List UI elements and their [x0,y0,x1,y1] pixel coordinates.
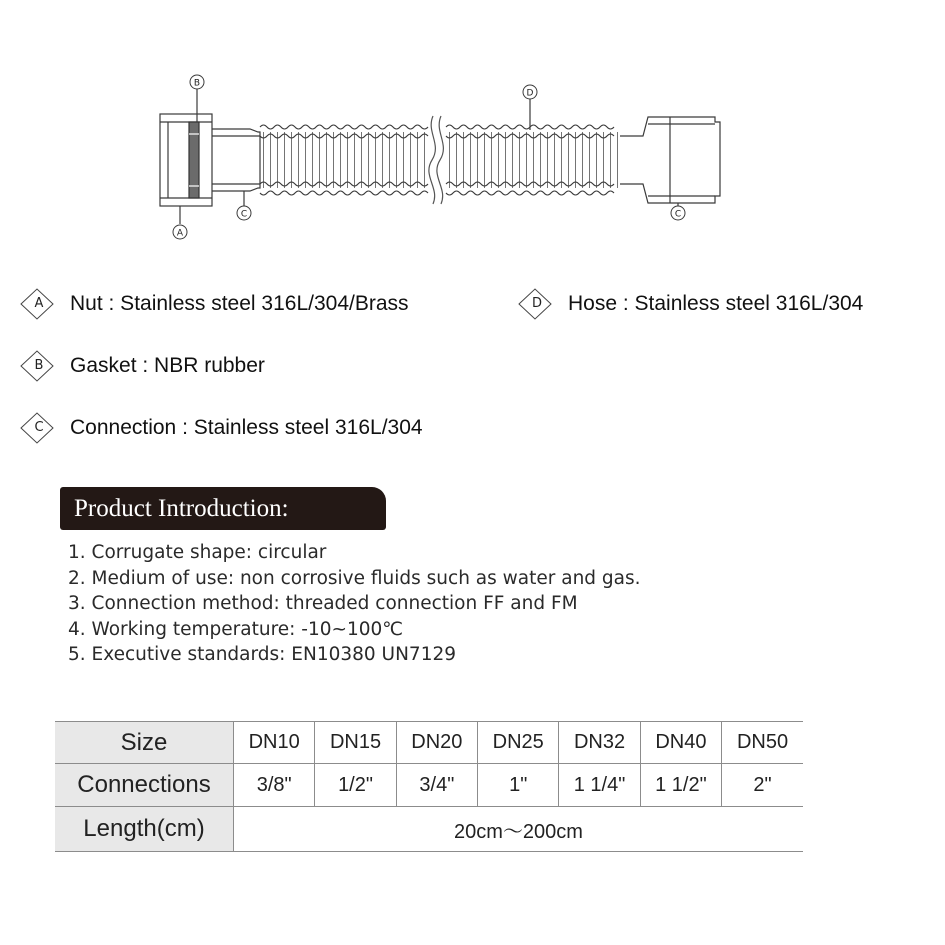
diamond-icon [518,286,556,322]
diamond-icon [20,410,58,446]
legend-text: Hose : Stainless steel 316L/304 [568,292,864,315]
connection-left [212,129,260,191]
label-c-right: C [674,209,682,220]
legend-letter: C [34,420,44,435]
hose-corrugation [260,125,428,129]
legend-text: Gasket : NBR rubber [70,354,265,377]
gasket [189,122,199,198]
hose-corrugation [260,191,428,195]
list-item: 1. Corrugate shape: circular [68,542,327,563]
table-cell: DN50 [722,722,803,764]
legend-letter: B [34,358,44,373]
table-cell: 3/4" [396,764,477,807]
row-header-connections: Connections [55,764,234,807]
table-cell: DN32 [559,722,640,764]
list-item: 4. Working temperature: -10~100℃ [68,618,404,640]
legend-item-b [20,348,265,384]
table-row [55,722,803,764]
table-cell: DN10 [234,722,315,764]
table-cell: DN40 [640,722,721,764]
row-header-length: Length(cm) [55,807,234,852]
spec-table [55,721,803,852]
diamond-icon [20,348,58,384]
hose-corrugation [446,134,614,138]
legend-letter: D [531,296,542,311]
row-header-size: Size [55,722,234,764]
table-cell: 2" [722,764,803,807]
table-cell-length: 20cm～200cm [234,807,804,852]
table-cell: DN25 [478,722,559,764]
hose-diagram [150,72,730,247]
label-a: A [176,228,184,239]
table-cell: DN15 [315,722,396,764]
label-c-left: C [240,209,248,220]
legend-letter: A [34,296,44,311]
table-cell: 3/8" [234,764,315,807]
section-title: Product Introduction: [60,487,386,530]
hose-corrugation [260,134,428,138]
list-item: 5. Executive standards: EN10380 UN7129 [68,644,457,665]
legend-text: Nut : Stainless steel 316L/304/Brass [70,292,409,315]
table-cell: 1 1/4" [559,764,640,807]
table-cell: DN20 [396,722,477,764]
hose-corrugation [446,182,614,186]
diamond-icon [20,286,58,322]
label-d: D [526,88,534,99]
table-row [55,807,803,852]
hose-corrugation [446,191,614,195]
list-item: 3. Connection method: threaded connection FF and FM [68,593,578,614]
legend-item-d [518,286,863,322]
label-b: B [193,78,201,89]
legend-item-c [20,410,423,446]
legend-item-a [20,286,409,322]
table-cell: 1" [478,764,559,807]
intro-list [68,540,641,668]
legend-text: Connection : Stainless steel 316L/304 [70,416,423,439]
list-item: 2. Medium of use: non corrosive fluids such as water and gas. [68,567,641,589]
table-cell: 1 1/2" [640,764,721,807]
table-cell: 1/2" [315,764,396,807]
table-row [55,764,803,807]
hose-corrugation [260,182,428,186]
